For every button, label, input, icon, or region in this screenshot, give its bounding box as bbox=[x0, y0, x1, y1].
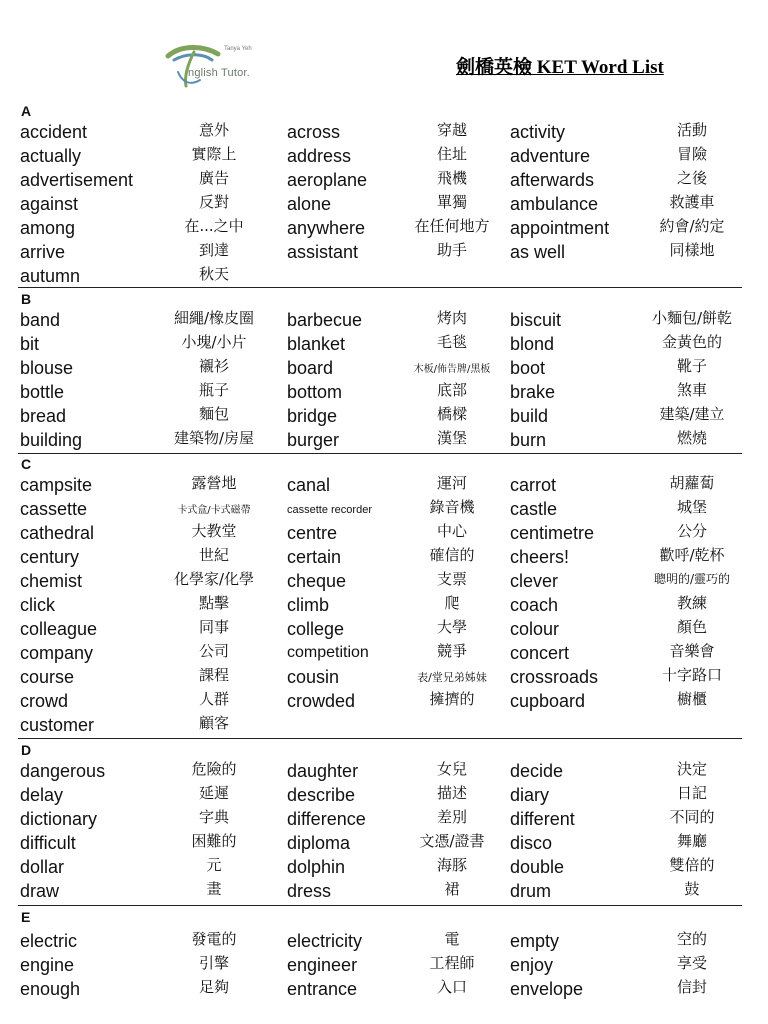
word-row bbox=[18, 664, 742, 688]
english-word: against bbox=[20, 194, 79, 214]
word-row bbox=[18, 379, 742, 403]
chinese-meaning: 大教堂 bbox=[191, 522, 237, 540]
chinese-meaning: 顏色 bbox=[676, 618, 707, 636]
section-divider bbox=[18, 905, 742, 906]
chinese-meaning: 鼓 bbox=[684, 880, 700, 898]
english-word: advertisement bbox=[20, 170, 134, 190]
word-row bbox=[18, 568, 742, 592]
chinese-meaning: 引擎 bbox=[198, 954, 229, 972]
chinese-meaning: 金黃色的 bbox=[661, 333, 722, 351]
english-word: centre bbox=[287, 523, 338, 543]
english-word: competition bbox=[287, 644, 369, 661]
chinese-meaning: 競爭 bbox=[436, 642, 467, 660]
chinese-meaning: 十字路口 bbox=[661, 666, 722, 684]
chinese-meaning: 櫥櫃 bbox=[676, 690, 707, 708]
chinese-meaning: 煞車 bbox=[676, 381, 707, 399]
word-row bbox=[18, 640, 742, 664]
english-word: centimetre bbox=[510, 523, 595, 543]
chinese-meaning: 入口 bbox=[436, 978, 467, 996]
word-row bbox=[18, 592, 742, 616]
chinese-meaning: 公分 bbox=[676, 522, 707, 540]
chinese-meaning: 表/堂兄弟姊妹 bbox=[417, 671, 487, 684]
chinese-meaning: 危險的 bbox=[191, 760, 237, 778]
chinese-meaning: 歡呼/乾杯 bbox=[659, 546, 725, 564]
english-word: century bbox=[20, 547, 80, 567]
word-row bbox=[18, 355, 742, 379]
chinese-meaning: 城堡 bbox=[676, 498, 707, 516]
chinese-meaning: 文憑/證書 bbox=[419, 832, 485, 850]
chinese-meaning: 教練 bbox=[676, 594, 707, 612]
english-word: course bbox=[20, 667, 75, 687]
chinese-meaning: 細繩/橡皮圈 bbox=[173, 309, 255, 327]
english-word: enough bbox=[20, 979, 81, 999]
chinese-meaning: 不同的 bbox=[669, 808, 715, 826]
english-word: cupboard bbox=[510, 691, 586, 711]
chinese-meaning: 元 bbox=[206, 856, 222, 874]
english-word: diploma bbox=[287, 833, 351, 853]
english-word: difficult bbox=[20, 833, 76, 853]
chinese-meaning: 運河 bbox=[436, 474, 467, 492]
english-word: build bbox=[510, 406, 549, 426]
chinese-meaning: 公司 bbox=[198, 642, 229, 660]
chinese-meaning: 助手 bbox=[436, 241, 467, 259]
english-word: assistant bbox=[287, 242, 359, 262]
chinese-meaning: 延遲 bbox=[198, 784, 229, 802]
chinese-meaning: 毛毯 bbox=[436, 333, 467, 351]
english-word: autumn bbox=[20, 266, 81, 286]
word-row bbox=[18, 119, 742, 143]
word-row bbox=[18, 472, 742, 496]
english-word: engineer bbox=[287, 955, 358, 975]
english-word: brake bbox=[510, 382, 556, 402]
english-word: aeroplane bbox=[287, 170, 368, 190]
chinese-meaning: 飛機 bbox=[436, 169, 467, 187]
chinese-meaning: 小麵包/餅乾 bbox=[651, 309, 733, 327]
chinese-meaning: 描述 bbox=[436, 784, 467, 802]
word-row bbox=[18, 215, 742, 239]
english-word: colleague bbox=[20, 619, 98, 639]
chinese-meaning: 之後 bbox=[676, 169, 707, 187]
chinese-meaning: 小塊/小片 bbox=[181, 333, 247, 351]
word-row bbox=[18, 928, 742, 952]
chinese-meaning: 錄音機 bbox=[429, 498, 475, 516]
word-row bbox=[18, 806, 742, 830]
chinese-meaning: 世紀 bbox=[198, 546, 229, 564]
chinese-meaning: 信封 bbox=[676, 978, 707, 996]
chinese-meaning: 胡蘿蔔 bbox=[669, 474, 715, 492]
page-title: 劍橋英檢 KET Word List bbox=[456, 57, 664, 78]
english-word: cheers! bbox=[510, 547, 570, 567]
english-word: engine bbox=[20, 955, 75, 975]
english-word: enjoy bbox=[510, 955, 554, 975]
english-word: accident bbox=[20, 122, 88, 142]
english-word: certain bbox=[287, 547, 342, 567]
chinese-meaning: 建築/建立 bbox=[659, 405, 725, 423]
chinese-meaning: 穿越 bbox=[436, 121, 467, 139]
section-divider bbox=[18, 738, 742, 739]
word-row bbox=[18, 758, 742, 782]
section-letter: C bbox=[21, 456, 32, 472]
english-word: castle bbox=[510, 499, 558, 519]
word-row bbox=[18, 830, 742, 854]
chinese-meaning: 享受 bbox=[676, 954, 707, 972]
english-word: bit bbox=[20, 334, 40, 354]
word-row bbox=[18, 544, 742, 568]
chinese-meaning: 同樣地 bbox=[669, 241, 715, 259]
chinese-meaning: 廣告 bbox=[198, 169, 229, 187]
chinese-meaning: 木板/佈告牌/黑板 bbox=[413, 364, 491, 375]
word-row bbox=[18, 976, 742, 1000]
word-row bbox=[18, 307, 742, 331]
chinese-meaning: 支票 bbox=[436, 570, 467, 588]
english-word: board bbox=[287, 358, 334, 378]
word-row bbox=[18, 878, 742, 902]
word-row bbox=[18, 239, 742, 263]
chinese-meaning: 實際上 bbox=[191, 145, 237, 163]
word-row bbox=[18, 143, 742, 167]
chinese-meaning: 課程 bbox=[198, 666, 229, 684]
logo-brand: nglish Tutor. bbox=[188, 67, 250, 79]
english-word: anywhere bbox=[287, 218, 366, 238]
english-word: climb bbox=[287, 595, 330, 615]
chinese-meaning: 女兒 bbox=[436, 760, 467, 778]
chinese-meaning: 大學 bbox=[436, 618, 467, 636]
chinese-meaning: 足夠 bbox=[198, 978, 229, 996]
chinese-meaning: 顧客 bbox=[198, 714, 229, 732]
english-word: customer bbox=[20, 715, 95, 735]
word-row bbox=[18, 496, 742, 520]
english-word: campsite bbox=[20, 475, 93, 495]
english-word: crowded bbox=[287, 691, 356, 711]
english-word: envelope bbox=[510, 979, 584, 999]
chinese-meaning: 單獨 bbox=[436, 193, 467, 211]
chinese-meaning: 字典 bbox=[198, 808, 229, 826]
chinese-meaning: 底部 bbox=[436, 381, 467, 399]
section-divider bbox=[18, 453, 742, 454]
chinese-meaning: 燃燒 bbox=[676, 429, 707, 447]
english-word: draw bbox=[20, 881, 60, 901]
chinese-meaning: 靴子 bbox=[676, 357, 707, 375]
english-word: dangerous bbox=[20, 761, 106, 781]
chinese-meaning: 約會/約定 bbox=[659, 217, 725, 235]
english-word: colour bbox=[510, 619, 560, 639]
chinese-meaning: 音樂會 bbox=[669, 642, 715, 660]
english-word: blouse bbox=[20, 358, 74, 378]
chinese-meaning: 在任何地方 bbox=[414, 217, 490, 235]
english-word: dolphin bbox=[287, 857, 346, 877]
english-word: ambulance bbox=[510, 194, 599, 214]
chinese-meaning: 瓶子 bbox=[198, 381, 229, 399]
chinese-meaning: 舞廳 bbox=[676, 832, 707, 850]
english-word: address bbox=[287, 146, 352, 166]
chinese-meaning: 聰明的/靈巧的 bbox=[653, 572, 731, 586]
english-word: cassette recorder bbox=[287, 504, 372, 516]
english-word: actually bbox=[20, 146, 82, 166]
chinese-meaning: 困難的 bbox=[191, 832, 237, 850]
english-word: empty bbox=[510, 931, 560, 951]
english-word: bridge bbox=[287, 406, 338, 426]
chinese-meaning: 電 bbox=[444, 930, 460, 948]
english-word: company bbox=[20, 643, 94, 663]
chinese-meaning: 爬 bbox=[444, 594, 460, 612]
english-word: as well bbox=[510, 242, 566, 262]
chinese-meaning: 秋天 bbox=[198, 265, 229, 283]
word-row bbox=[18, 427, 742, 451]
english-word: bread bbox=[20, 406, 67, 426]
chinese-meaning: 畫 bbox=[206, 880, 222, 898]
english-word: burger bbox=[287, 430, 340, 450]
english-word: concert bbox=[510, 643, 570, 663]
english-word: appointment bbox=[510, 218, 610, 238]
english-word: entrance bbox=[287, 979, 358, 999]
chinese-meaning: 海豚 bbox=[436, 856, 467, 874]
word-row bbox=[18, 712, 742, 736]
chinese-meaning: 雙倍的 bbox=[669, 856, 715, 874]
word-row bbox=[18, 782, 742, 806]
english-word: describe bbox=[287, 785, 356, 805]
chinese-meaning: 住址 bbox=[436, 145, 467, 163]
tutor-logo bbox=[164, 42, 264, 90]
chinese-meaning: 化學家/化學 bbox=[173, 570, 255, 588]
chinese-meaning: 橋樑 bbox=[436, 405, 467, 423]
chinese-meaning: 麵包 bbox=[198, 405, 229, 423]
chinese-meaning: 救護車 bbox=[669, 193, 715, 211]
english-word: afterwards bbox=[510, 170, 595, 190]
chinese-meaning: 露營地 bbox=[191, 474, 237, 492]
chinese-meaning: 決定 bbox=[676, 760, 707, 778]
english-word: click bbox=[20, 595, 55, 615]
chinese-meaning: 差別 bbox=[436, 808, 467, 826]
word-row bbox=[18, 403, 742, 427]
logo-byline: Tanya Yeh bbox=[224, 46, 252, 52]
chinese-meaning: 點擊 bbox=[198, 594, 229, 612]
english-word: arrive bbox=[20, 242, 66, 262]
english-word: alone bbox=[287, 194, 332, 214]
english-word: double bbox=[510, 857, 565, 877]
section-letter: A bbox=[21, 103, 32, 119]
section-letter: B bbox=[21, 291, 32, 307]
english-word: daughter bbox=[287, 761, 359, 781]
english-word: activity bbox=[510, 122, 566, 142]
chinese-meaning: 襯衫 bbox=[198, 357, 229, 375]
english-word: dollar bbox=[20, 857, 65, 877]
chinese-meaning: 漢堡 bbox=[436, 429, 467, 447]
chinese-meaning: 反對 bbox=[198, 193, 229, 211]
english-word: across bbox=[287, 122, 341, 142]
english-word: cathedral bbox=[20, 523, 95, 543]
chinese-meaning: 確信的 bbox=[429, 546, 475, 564]
chinese-meaning: 卡式盒/卡式磁帶 bbox=[177, 505, 251, 516]
chinese-meaning: 發電的 bbox=[191, 930, 237, 948]
chinese-meaning: 同事 bbox=[198, 618, 229, 636]
english-word: biscuit bbox=[510, 310, 562, 330]
english-word: among bbox=[20, 218, 76, 238]
english-word: college bbox=[287, 619, 345, 639]
word-row bbox=[18, 191, 742, 215]
english-word: cheque bbox=[287, 571, 347, 591]
chinese-meaning: 人群 bbox=[198, 690, 229, 708]
english-word: carrot bbox=[510, 475, 557, 495]
english-word: burn bbox=[510, 430, 547, 450]
chinese-meaning: 空的 bbox=[676, 930, 707, 948]
english-word: electric bbox=[20, 931, 78, 951]
english-word: blanket bbox=[287, 334, 346, 354]
word-row bbox=[18, 520, 742, 544]
english-word: difference bbox=[287, 809, 366, 829]
english-word: disco bbox=[510, 833, 553, 853]
chinese-meaning: 裙 bbox=[444, 880, 460, 898]
english-word: delay bbox=[20, 785, 64, 805]
english-word: drum bbox=[510, 881, 552, 901]
english-word: band bbox=[20, 310, 61, 330]
english-word: diary bbox=[510, 785, 550, 805]
chinese-meaning: 到達 bbox=[198, 241, 229, 259]
english-word: different bbox=[510, 809, 575, 829]
english-word: cousin bbox=[287, 667, 340, 687]
english-word: canal bbox=[287, 475, 331, 495]
chinese-meaning: 意外 bbox=[198, 121, 229, 139]
english-word: clever bbox=[510, 571, 559, 591]
chinese-meaning: 日記 bbox=[676, 784, 707, 802]
english-word: dictionary bbox=[20, 809, 98, 829]
english-word: chemist bbox=[20, 571, 83, 591]
word-row bbox=[18, 854, 742, 878]
word-row bbox=[18, 331, 742, 355]
word-row bbox=[18, 952, 742, 976]
english-word: crowd bbox=[20, 691, 69, 711]
chinese-meaning: 擁擠的 bbox=[429, 690, 475, 708]
english-word: crossroads bbox=[510, 667, 599, 687]
section-letter: E bbox=[21, 909, 31, 925]
section-letter: D bbox=[21, 742, 32, 758]
chinese-meaning: 在...之中 bbox=[184, 217, 244, 235]
chinese-meaning: 烤肉 bbox=[436, 309, 467, 327]
english-word: barbecue bbox=[287, 310, 363, 330]
chinese-meaning: 工程師 bbox=[429, 954, 475, 972]
chinese-meaning: 建築物/房屋 bbox=[173, 429, 255, 447]
english-word: decide bbox=[510, 761, 564, 781]
word-row bbox=[18, 688, 742, 712]
english-word: cassette bbox=[20, 499, 88, 519]
english-word: dress bbox=[287, 881, 332, 901]
chinese-meaning: 活動 bbox=[676, 121, 707, 139]
english-word: building bbox=[20, 430, 83, 450]
word-row bbox=[18, 167, 742, 191]
section-divider bbox=[18, 287, 742, 288]
chinese-meaning: 冒險 bbox=[676, 145, 707, 163]
word-row bbox=[18, 263, 742, 287]
word-row bbox=[18, 616, 742, 640]
english-word: adventure bbox=[510, 146, 591, 166]
english-word: electricity bbox=[287, 931, 363, 951]
english-word: bottle bbox=[20, 382, 65, 402]
english-word: blond bbox=[510, 334, 555, 354]
english-word: bottom bbox=[287, 382, 343, 402]
chinese-meaning: 中心 bbox=[436, 522, 467, 540]
english-word: coach bbox=[510, 595, 559, 615]
english-word: boot bbox=[510, 358, 546, 378]
